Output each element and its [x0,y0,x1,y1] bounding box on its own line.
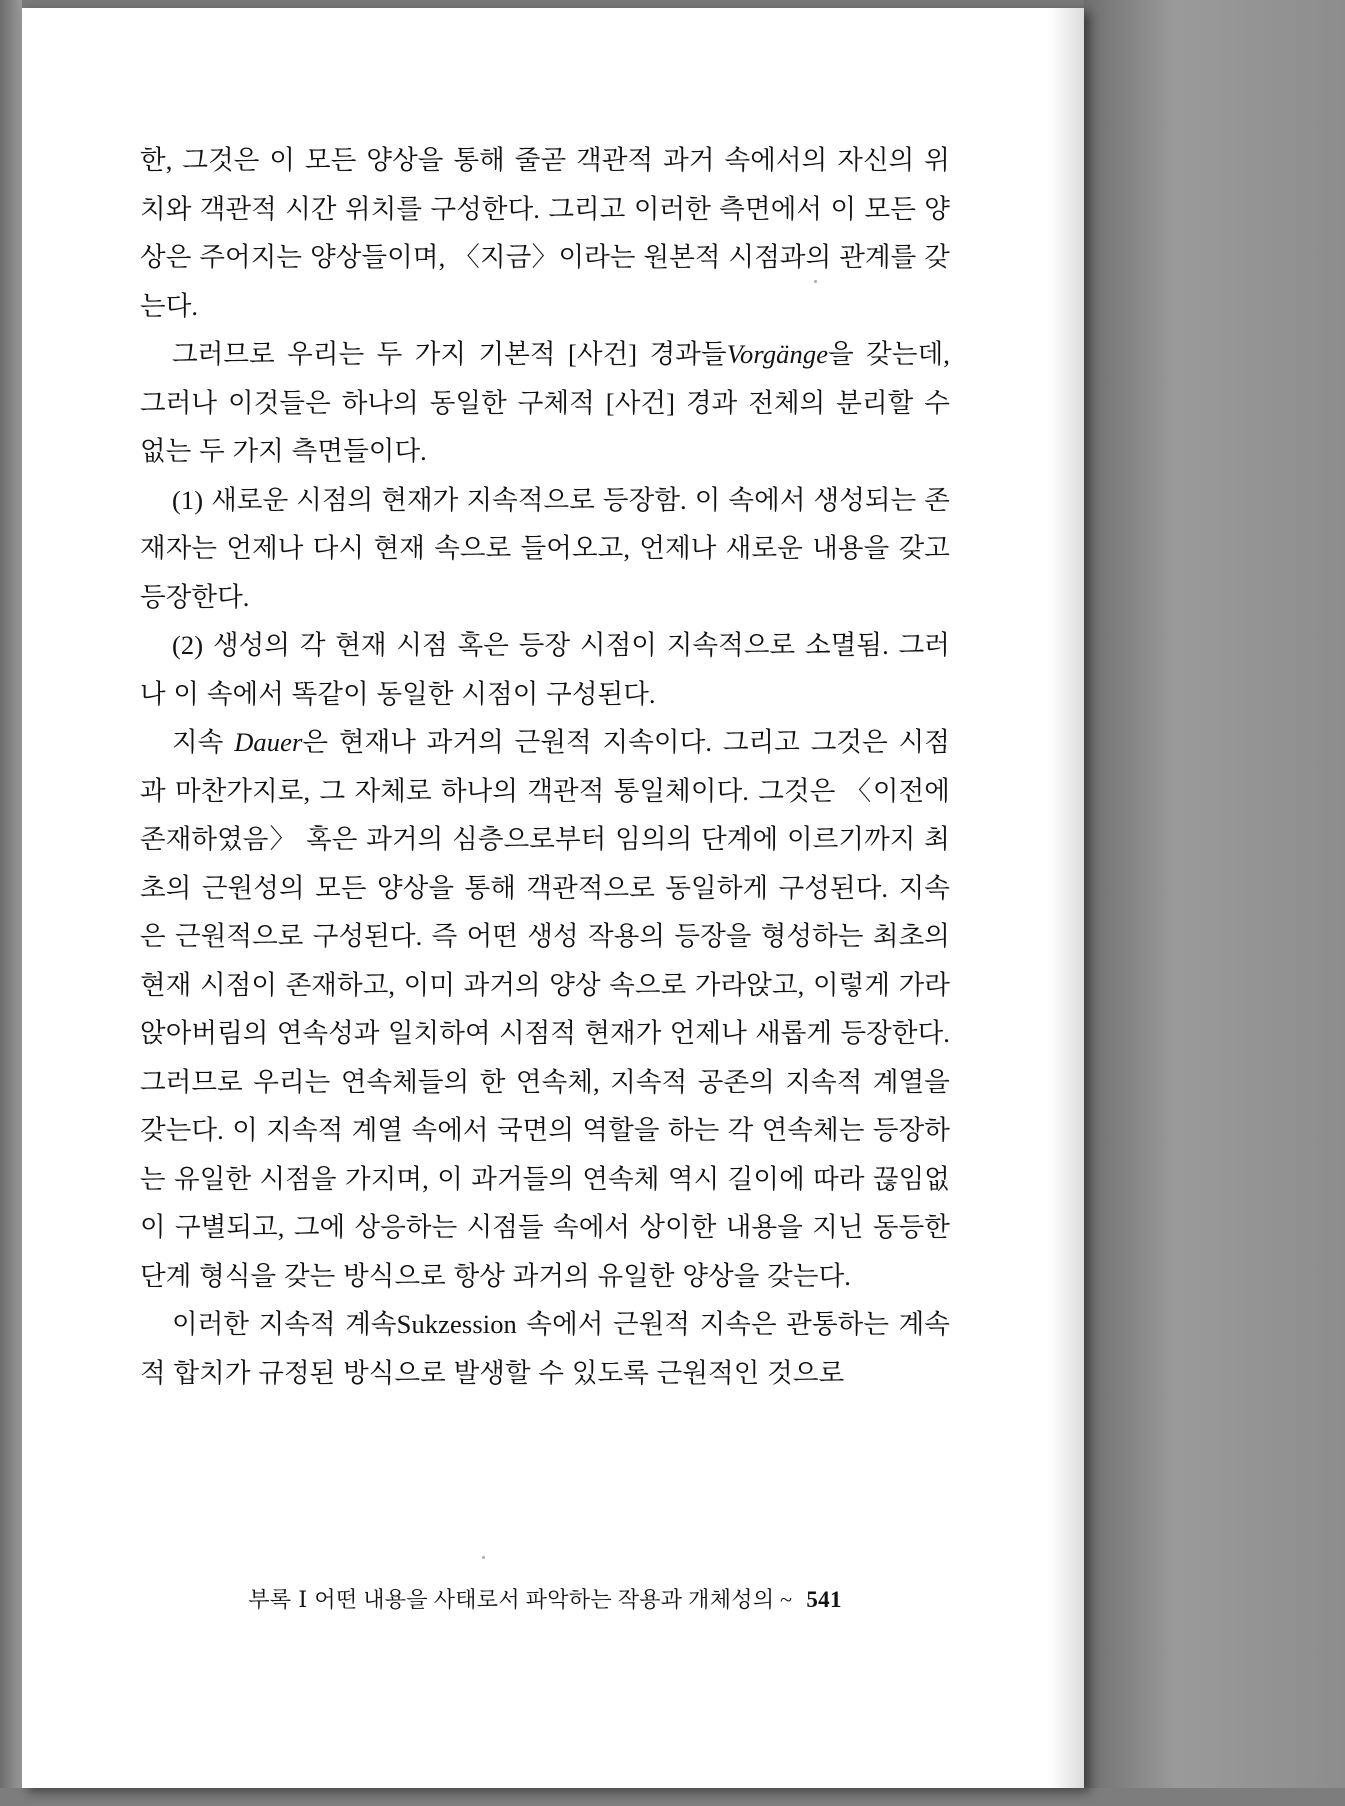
scan-speck [482,1556,485,1559]
footer-roman-numeral: Ⅰ [298,1587,308,1612]
paragraph-6-term: Sukzession [396,1309,517,1339]
paragraph-5-italic-term: Dauer [234,727,303,757]
scan-edge-bottom [0,1788,1345,1806]
paragraph-6 [140,1300,950,1397]
scan-speck [814,280,817,283]
paragraph-1-text: 한, 그것은 이 모든 양상을 통해 줄곧 객관적 과거 속에서의 자신의 위치와 객관적 시간 위치를 구성한다. 그리고 이러한 측면에서 이 모든 양상은 주어지는 양상들이며, 〈지금〉이라는 원본적 시점과의 관계를 갖는다. [140,145,950,321]
paragraph-1 [140,136,950,330]
paragraph-5-text-before: 지속 [172,727,235,757]
footer-title: 어떤 내용을 사태로서 파악하는 작용과 개체성의 ~ [314,1587,793,1612]
paragraph-2-text-after: 을 갖는데, 그러나 이것들은 하나의 동일한 구체적 [사건] 경과 전체의 분리할 수 없는 두 가지 측면들이다. [140,339,951,466]
page-footer [140,1583,950,1614]
paragraph-6-text-before: 이러한 지속적 계속 [172,1309,397,1339]
page-number: 541 [806,1587,842,1612]
scan-edge-left [0,0,22,1806]
footer-section: 부록 [248,1587,292,1612]
body-text-column [140,136,950,1397]
paragraph-2 [140,330,950,476]
paragraph-2-text-before: 그러므로 우리는 두 가지 기본적 [사건] 경과들 [172,339,727,369]
scan-edge-right [1084,0,1345,1806]
paragraph-3-text: (1) 새로운 시점의 현재가 지속적으로 등장함. 이 속에서 생성되는 존재자는 언제나 다시 현재 속으로 들어오고, 언제나 새로운 내용을 갖고 등장한다. [140,484,950,612]
page-sheet [22,8,1084,1788]
paragraph-3 [140,476,950,622]
paragraph-6-text-after: 속에서 근원적 지속은 관통하는 계속적 합치가 규정된 방식으로 발생할 수 있도록 근원적인 것으로 [140,1309,950,1388]
paragraph-4 [140,621,950,718]
paragraph-4-text: (2) 생성의 각 현재 시점 혹은 등장 시점이 지속적으로 소멸됨. 그러나 이 속에서 똑같이 동일한 시점이 구성된다. [140,630,950,709]
paragraph-2-italic-term: Vorgänge [726,339,829,369]
paragraph-5-text-after: 은 현재나 과거의 근원적 지속이다. 그리고 그것은 시점과 마찬가지로, 그 자체로 하나의 객관적 통일체이다. 그것은 〈이전에 존재하였음〉 혹은 과거의 심층으로부터 임의의 단계에 이르기까지 최초의 근원성의 모든 양상을 통해 객관적으로 동일하게 구성된다. 지속은 근원적으로 구성된다. 즉 어떤 생성 작용의 등장을 형성하는 최초의 현재 시점이 존재하고, 이미 과거의 양상 속으로 가라앉고, 이렇게 가라앉아버림의 연속성과 일치하여 시점적 현재가 언제나 새롭게 등장한다. 그러므로 우리는 연속체들의 한 연속체, 지속적 공존의 지속적 계열을 갖는다. 이 지속적 계열 속에서 국면의 역할을 하는 각 연속체는 등장하는 유일한 시점을 가지며, 이 과거들의 연속체 역시 길이에 따라 끊임없이 구별되고, 그에 상응하는 시점들 속에서 상이한 내용을 지닌 동등한 단계 형식을 갖는 방식으로 항상 과거의 유일한 양상을 갖는다. [140,727,950,1291]
paragraph-5 [140,718,950,1300]
